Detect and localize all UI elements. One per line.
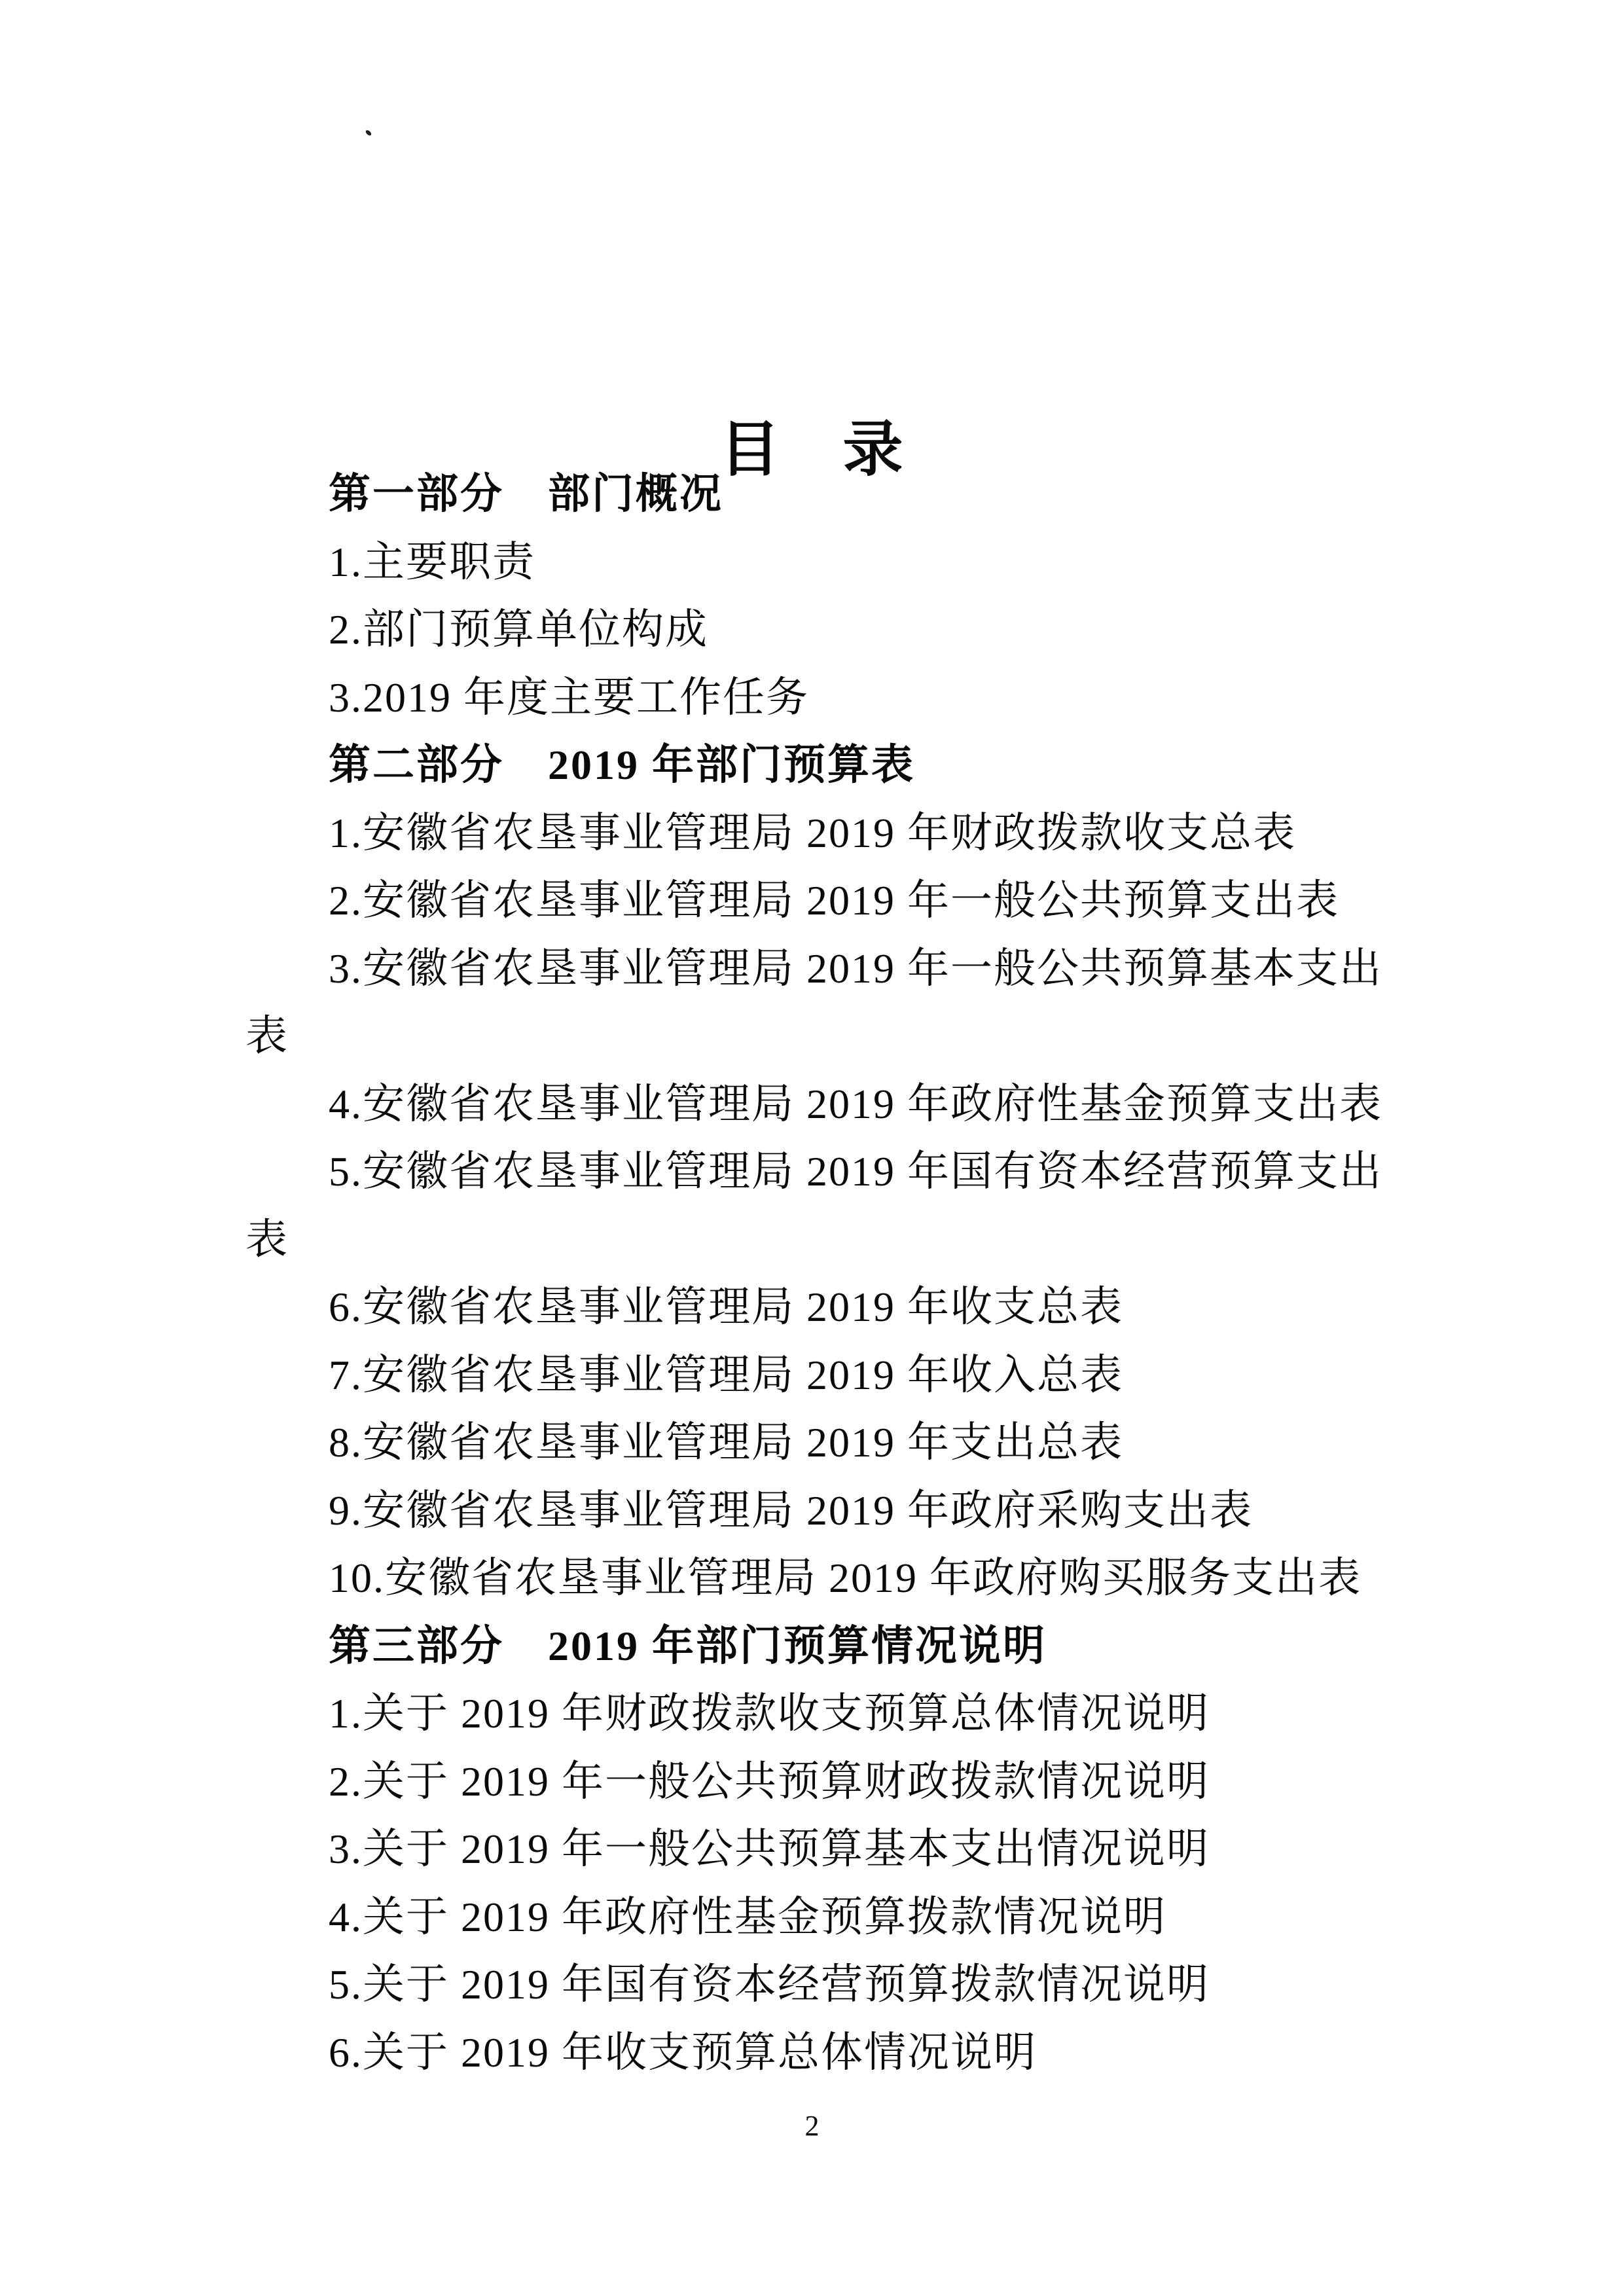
- toc-item: 5.安徽省农垦事业管理局 2019 年国有资本经营预算支出: [329, 1148, 1382, 1195]
- toc-item: 3.关于 2019 年一般公共预算基本支出情况说明: [329, 1826, 1210, 1872]
- toc-item: 6.关于 2019 年收支预算总体情况说明: [329, 2029, 1037, 2076]
- toc-item: 2.部门预算单位构成: [329, 606, 708, 653]
- toc-item: 9.安徽省农垦事业管理局 2019 年政府采购支出表: [329, 1487, 1253, 1534]
- toc-item: 1.安徽省农垦事业管理局 2019 年财政拨款收支总表: [329, 810, 1296, 856]
- toc-item: 5.关于 2019 年国有资本经营预算拨款情况说明: [329, 1961, 1210, 2008]
- toc-item: 3.安徽省农垦事业管理局 2019 年一般公共预算基本支出: [329, 945, 1382, 992]
- toc-section-heading: 第一部分 部门概况: [329, 471, 723, 517]
- toc-item: 4.安徽省农垦事业管理局 2019 年政府性基金预算支出表: [329, 1081, 1382, 1127]
- toc-item: 2.安徽省农垦事业管理局 2019 年一般公共预算支出表: [329, 877, 1339, 924]
- toc-item: 10.安徽省农垦事业管理局 2019 年政府购买服务支出表: [329, 1555, 1362, 1601]
- toc-item: 8.安徽省农垦事业管理局 2019 年支出总表: [329, 1419, 1123, 1466]
- toc-item: 3.2019 年度主要工作任务: [329, 674, 809, 721]
- page-title: 目 录: [719, 416, 905, 483]
- toc-item-continuation: 表: [245, 1216, 289, 1263]
- toc-item: 1.关于 2019 年财政拨款收支预算总体情况说明: [329, 1690, 1210, 1737]
- scan-artifact-dot: [365, 130, 372, 137]
- page-number: 2: [804, 2110, 820, 2142]
- toc-item: 6.安徽省农垦事业管理局 2019 年收支总表: [329, 1284, 1123, 1330]
- toc-item-continuation: 表: [245, 1013, 289, 1059]
- toc-section-heading: 第二部分 2019 年部门预算表: [329, 742, 915, 788]
- toc-item: 4.关于 2019 年政府性基金预算拨款情况说明: [329, 1894, 1166, 1940]
- toc-item: 7.安徽省农垦事业管理局 2019 年收入总表: [329, 1352, 1123, 1398]
- toc-section-heading: 第三部分 2019 年部门预算情况说明: [329, 1623, 1047, 1669]
- toc-item: 2.关于 2019 年一般公共预算财政拨款情况说明: [329, 1758, 1210, 1805]
- toc-item: 1.主要职责: [329, 539, 535, 585]
